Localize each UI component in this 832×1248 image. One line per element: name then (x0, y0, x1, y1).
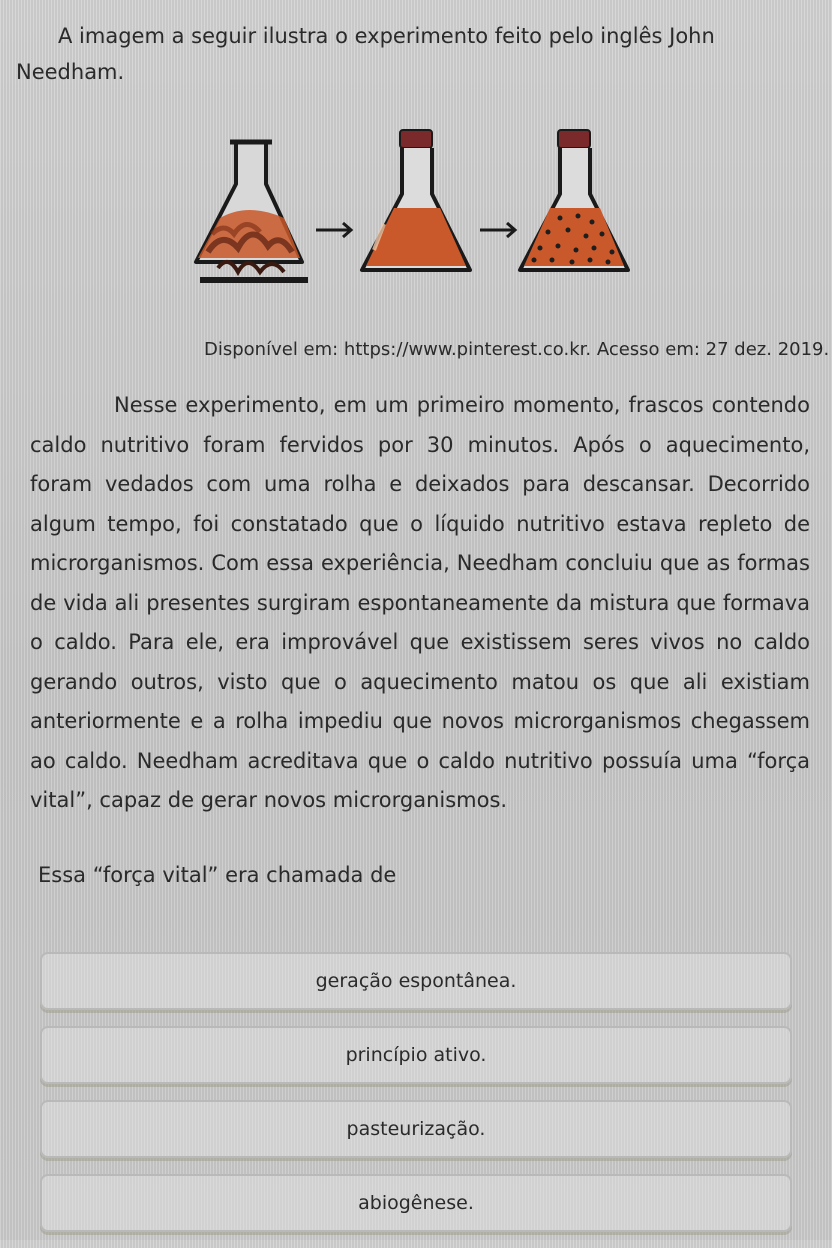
sealed-flask-microorganisms-icon (520, 130, 628, 270)
body-text: Nesse experimento, em um primeiro momento, frascos contendo caldo nutritivo foram fervidos por 30 minutos. Após o aquecimento, foram vedados com uma rolha e deixados para descansar. Decorrido algum tempo, foi constatado que o líquido nutritivo estava repleto de microrganismos. Com essa experiência, Needham concluiu que as formas de vida ali presentes surgiram espontaneamente da mistura que formava o caldo. Para ele, era improvável que existissem seres vivos no caldo gerando outros, visto que o aquecimento matou os que ali existiam anteriormente e a rolha impediu que novos microrganismos chegassem ao caldo. Needham acreditava que o caldo nutritivo possuía uma “força vital”, capaz de gerar novos microrganismos. (30, 393, 810, 812)
answer-option-d[interactable]: abiogênese. (40, 1174, 792, 1232)
answer-option-b[interactable]: princípio ativo. (40, 1026, 792, 1084)
answer-option-c[interactable]: pasteurização. (40, 1100, 792, 1158)
sealed-flask-broth-icon (362, 130, 470, 270)
arrow-right-icon (480, 223, 515, 237)
figure-caption: Disponível em: https://www.pinterest.co.kr. Acesso em: 27 dez. 2019. (204, 339, 830, 360)
answer-options (40, 952, 792, 1248)
experiment-figure (188, 122, 638, 297)
flask-heating-icon (196, 142, 308, 280)
question-prompt: Essa “força vital” era chamada de (38, 863, 397, 887)
intro-text: A imagem a seguir ilustra o experimento feito pelo inglês John Needham. (16, 24, 715, 84)
arrow-right-icon (316, 223, 351, 237)
answer-option-a[interactable]: geração espontânea. (40, 952, 792, 1010)
